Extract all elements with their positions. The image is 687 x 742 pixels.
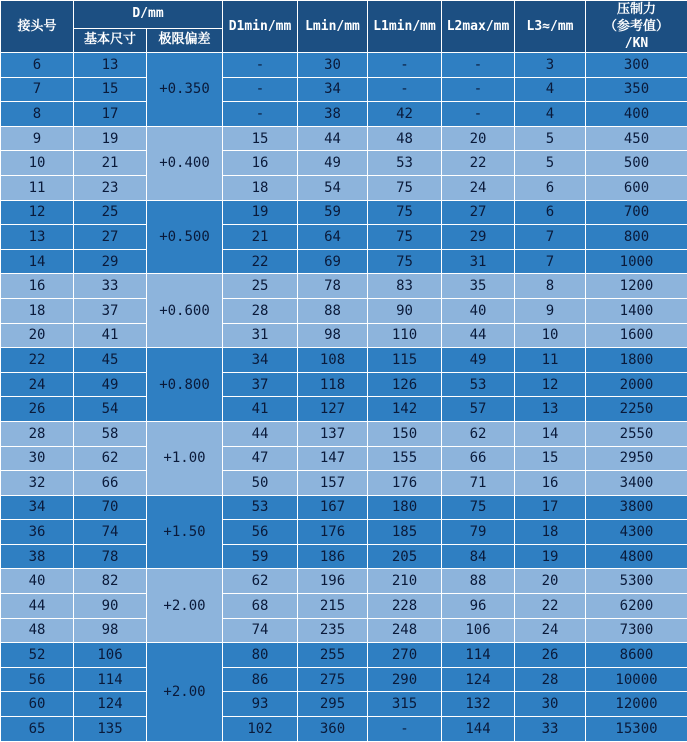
- cell-basic-size: 23: [74, 175, 147, 200]
- cell-l1: 115: [368, 348, 442, 373]
- table-row: [1, 151, 687, 176]
- cell-joint: 60: [1, 692, 74, 717]
- cell-l2: 106: [442, 618, 515, 643]
- cell-l3: 11: [515, 348, 586, 373]
- cell-l2: 96: [442, 594, 515, 619]
- cell-l3: 7: [515, 225, 586, 250]
- cell-basic-size: 29: [74, 249, 147, 274]
- cell-d1: 44: [223, 421, 298, 446]
- cell-l2: -: [442, 53, 515, 78]
- table-row: [1, 372, 687, 397]
- cell-l1: 83: [368, 274, 442, 299]
- cell-force: 10000: [586, 667, 687, 692]
- table-row: [1, 397, 687, 422]
- table-row: [1, 53, 687, 78]
- header-d-group: D/mm: [74, 1, 223, 29]
- cell-l1: 90: [368, 298, 442, 323]
- cell-l: 137: [298, 421, 368, 446]
- table-row: [1, 692, 687, 717]
- cell-l1: 180: [368, 495, 442, 520]
- cell-d1: 31: [223, 323, 298, 348]
- cell-l1: 155: [368, 446, 442, 471]
- table-row: [1, 274, 687, 299]
- cell-l: 64: [298, 225, 368, 250]
- cell-d1: 50: [223, 471, 298, 496]
- cell-basic-size: 135: [74, 717, 147, 742]
- cell-l: 30: [298, 53, 368, 78]
- cell-joint: 38: [1, 544, 74, 569]
- cell-l3: 20: [515, 569, 586, 594]
- cell-basic-size: 124: [74, 692, 147, 717]
- cell-l: 108: [298, 348, 368, 373]
- cell-joint: 22: [1, 348, 74, 373]
- cell-force: 300: [586, 53, 687, 78]
- cell-basic-size: 98: [74, 618, 147, 643]
- cell-d1: 74: [223, 618, 298, 643]
- cell-l2: 40: [442, 298, 515, 323]
- cell-d1: 86: [223, 667, 298, 692]
- cell-l1: 290: [368, 667, 442, 692]
- cell-l2: -: [442, 102, 515, 127]
- cell-d1: 53: [223, 495, 298, 520]
- cell-l2: 75: [442, 495, 515, 520]
- cell-l3: 4: [515, 77, 586, 102]
- cell-force: 1400: [586, 298, 687, 323]
- cell-l2: 144: [442, 717, 515, 742]
- cell-joint: 11: [1, 175, 74, 200]
- table-row: [1, 544, 687, 569]
- cell-force: 7300: [586, 618, 687, 643]
- cell-tolerance: +0.350: [147, 53, 223, 127]
- cell-joint: 28: [1, 421, 74, 446]
- cell-d1: 22: [223, 249, 298, 274]
- cell-d1: 68: [223, 594, 298, 619]
- cell-basic-size: 41: [74, 323, 147, 348]
- cell-joint: 14: [1, 249, 74, 274]
- table-row: [1, 298, 687, 323]
- table-row: [1, 717, 687, 742]
- table-row: [1, 175, 687, 200]
- cell-l1: 228: [368, 594, 442, 619]
- cell-l3: 13: [515, 397, 586, 422]
- cell-l: 78: [298, 274, 368, 299]
- cell-basic-size: 54: [74, 397, 147, 422]
- cell-force: 8600: [586, 643, 687, 668]
- cell-l1: 75: [368, 225, 442, 250]
- cell-joint: 7: [1, 77, 74, 102]
- cell-force: 4300: [586, 520, 687, 545]
- cell-tolerance: +2.00: [147, 569, 223, 643]
- cell-l3: 5: [515, 126, 586, 151]
- cell-l3: 24: [515, 618, 586, 643]
- cell-l3: 6: [515, 175, 586, 200]
- cell-force: 800: [586, 225, 687, 250]
- cell-force: 400: [586, 102, 687, 127]
- cell-basic-size: 78: [74, 544, 147, 569]
- cell-l: 44: [298, 126, 368, 151]
- cell-l3: 10: [515, 323, 586, 348]
- cell-joint: 36: [1, 520, 74, 545]
- table-row: [1, 249, 687, 274]
- cell-l3: 15: [515, 446, 586, 471]
- cell-l1: 75: [368, 249, 442, 274]
- cell-d1: 28: [223, 298, 298, 323]
- cell-d1: -: [223, 102, 298, 127]
- header-force-text: 压制力 （参考值） /KN: [603, 2, 669, 51]
- header-d1: D1min/mm: [223, 1, 298, 53]
- cell-force: 350: [586, 77, 687, 102]
- cell-l1: 270: [368, 643, 442, 668]
- cell-basic-size: 17: [74, 102, 147, 127]
- cell-l1: 110: [368, 323, 442, 348]
- cell-joint: 26: [1, 397, 74, 422]
- header-l2: L2max/mm: [442, 1, 515, 53]
- cell-tolerance: +2.00: [147, 643, 223, 741]
- table-row: [1, 643, 687, 668]
- cell-l2: 88: [442, 569, 515, 594]
- table-body: [1, 53, 687, 742]
- cell-l: 215: [298, 594, 368, 619]
- cell-l2: 27: [442, 200, 515, 225]
- cell-basic-size: 19: [74, 126, 147, 151]
- cell-l3: 22: [515, 594, 586, 619]
- cell-joint: 6: [1, 53, 74, 78]
- cell-l3: 5: [515, 151, 586, 176]
- cell-d1: 59: [223, 544, 298, 569]
- cell-basic-size: 58: [74, 421, 147, 446]
- cell-l2: 49: [442, 348, 515, 373]
- cell-d1: 37: [223, 372, 298, 397]
- cell-joint: 9: [1, 126, 74, 151]
- cell-l: 88: [298, 298, 368, 323]
- cell-basic-size: 90: [74, 594, 147, 619]
- cell-force: 450: [586, 126, 687, 151]
- cell-basic-size: 82: [74, 569, 147, 594]
- cell-l1: -: [368, 717, 442, 742]
- cell-l2: 84: [442, 544, 515, 569]
- table-row: [1, 471, 687, 496]
- cell-d1: 41: [223, 397, 298, 422]
- cell-force: 1200: [586, 274, 687, 299]
- header-l3: L3≈/mm: [515, 1, 586, 53]
- cell-l3: 16: [515, 471, 586, 496]
- cell-basic-size: 37: [74, 298, 147, 323]
- cell-d1: 93: [223, 692, 298, 717]
- cell-l: 98: [298, 323, 368, 348]
- cell-l1: 185: [368, 520, 442, 545]
- cell-basic-size: 62: [74, 446, 147, 471]
- cell-l2: 71: [442, 471, 515, 496]
- cell-force: 3800: [586, 495, 687, 520]
- cell-l2: 22: [442, 151, 515, 176]
- cell-l: 118: [298, 372, 368, 397]
- table-row: [1, 421, 687, 446]
- cell-l: 54: [298, 175, 368, 200]
- cell-d1: 102: [223, 717, 298, 742]
- cell-l2: -: [442, 77, 515, 102]
- cell-joint: 16: [1, 274, 74, 299]
- cell-l1: 150: [368, 421, 442, 446]
- cell-l: 176: [298, 520, 368, 545]
- header-tolerance: 极限偏差: [147, 28, 223, 52]
- cell-force: 5300: [586, 569, 687, 594]
- cell-tolerance: +0.800: [147, 348, 223, 422]
- cell-d1: 18: [223, 175, 298, 200]
- cell-d1: 16: [223, 151, 298, 176]
- cell-l3: 3: [515, 53, 586, 78]
- cell-force: 2000: [586, 372, 687, 397]
- table-row: [1, 495, 687, 520]
- cell-l1: 142: [368, 397, 442, 422]
- cell-l2: 44: [442, 323, 515, 348]
- cell-l: 360: [298, 717, 368, 742]
- cell-l: 196: [298, 569, 368, 594]
- table-row: [1, 126, 687, 151]
- cell-joint: 12: [1, 200, 74, 225]
- cell-force: 2950: [586, 446, 687, 471]
- cell-l2: 114: [442, 643, 515, 668]
- cell-d1: 25: [223, 274, 298, 299]
- cell-basic-size: 27: [74, 225, 147, 250]
- cell-basic-size: 74: [74, 520, 147, 545]
- cell-l1: 210: [368, 569, 442, 594]
- cell-basic-size: 114: [74, 667, 147, 692]
- cell-joint: 65: [1, 717, 74, 742]
- cell-joint: 32: [1, 471, 74, 496]
- cell-l3: 14: [515, 421, 586, 446]
- cell-l3: 7: [515, 249, 586, 274]
- table-row: [1, 569, 687, 594]
- cell-l3: 6: [515, 200, 586, 225]
- cell-l3: 26: [515, 643, 586, 668]
- cell-l2: 35: [442, 274, 515, 299]
- cell-l1: 75: [368, 200, 442, 225]
- cell-l: 127: [298, 397, 368, 422]
- cell-d1: 47: [223, 446, 298, 471]
- header-basic-size: 基本尺寸: [74, 28, 147, 52]
- cell-l1: 126: [368, 372, 442, 397]
- table-row: [1, 323, 687, 348]
- cell-force: 12000: [586, 692, 687, 717]
- cell-force: 6200: [586, 594, 687, 619]
- cell-force: 1600: [586, 323, 687, 348]
- header-force: [586, 1, 687, 53]
- table-row: [1, 348, 687, 373]
- header-l: Lmin/mm: [298, 1, 368, 53]
- cell-l: 34: [298, 77, 368, 102]
- cell-l: 235: [298, 618, 368, 643]
- cell-l: 59: [298, 200, 368, 225]
- cell-l3: 8: [515, 274, 586, 299]
- cell-d1: 19: [223, 200, 298, 225]
- cell-l: 49: [298, 151, 368, 176]
- cell-force: 2550: [586, 421, 687, 446]
- cell-joint: 56: [1, 667, 74, 692]
- cell-force: 700: [586, 200, 687, 225]
- cell-joint: 30: [1, 446, 74, 471]
- cell-l2: 20: [442, 126, 515, 151]
- cell-l3: 12: [515, 372, 586, 397]
- cell-d1: 56: [223, 520, 298, 545]
- cell-l1: 53: [368, 151, 442, 176]
- cell-l: 255: [298, 643, 368, 668]
- cell-l3: 33: [515, 717, 586, 742]
- cell-joint: 34: [1, 495, 74, 520]
- cell-l1: 75: [368, 175, 442, 200]
- cell-basic-size: 106: [74, 643, 147, 668]
- cell-l1: -: [368, 77, 442, 102]
- cell-joint: 48: [1, 618, 74, 643]
- cell-l2: 29: [442, 225, 515, 250]
- table-row: [1, 618, 687, 643]
- cell-l3: 17: [515, 495, 586, 520]
- cell-l2: 79: [442, 520, 515, 545]
- cell-force: 500: [586, 151, 687, 176]
- cell-force: 4800: [586, 544, 687, 569]
- table-row: [1, 200, 687, 225]
- table-row: [1, 225, 687, 250]
- table-row: [1, 520, 687, 545]
- cell-l: 186: [298, 544, 368, 569]
- table-row: [1, 77, 687, 102]
- cell-l2: 31: [442, 249, 515, 274]
- header-row-1: [1, 1, 687, 29]
- cell-l2: 124: [442, 667, 515, 692]
- cell-l: 167: [298, 495, 368, 520]
- cell-l1: 48: [368, 126, 442, 151]
- cell-l1: 205: [368, 544, 442, 569]
- cell-joint: 44: [1, 594, 74, 619]
- cell-l2: 66: [442, 446, 515, 471]
- header-joint: 接头号: [1, 1, 74, 53]
- cell-tolerance: +0.400: [147, 126, 223, 200]
- cell-force: 1800: [586, 348, 687, 373]
- cell-d1: 15: [223, 126, 298, 151]
- cell-d1: 34: [223, 348, 298, 373]
- header-l1: L1min/mm: [368, 1, 442, 53]
- cell-l2: 53: [442, 372, 515, 397]
- cell-l3: 9: [515, 298, 586, 323]
- cell-l1: 248: [368, 618, 442, 643]
- cell-basic-size: 49: [74, 372, 147, 397]
- cell-basic-size: 25: [74, 200, 147, 225]
- table-row: [1, 446, 687, 471]
- cell-l3: 19: [515, 544, 586, 569]
- cell-joint: 40: [1, 569, 74, 594]
- cell-basic-size: 70: [74, 495, 147, 520]
- cell-basic-size: 13: [74, 53, 147, 78]
- cell-l: 157: [298, 471, 368, 496]
- cell-force: 600: [586, 175, 687, 200]
- cell-force: 2250: [586, 397, 687, 422]
- cell-l: 295: [298, 692, 368, 717]
- cell-l3: 30: [515, 692, 586, 717]
- cell-joint: 18: [1, 298, 74, 323]
- cell-d1: -: [223, 77, 298, 102]
- cell-l2: 57: [442, 397, 515, 422]
- cell-l3: 28: [515, 667, 586, 692]
- cell-l2: 62: [442, 421, 515, 446]
- cell-l1: -: [368, 53, 442, 78]
- table-row: [1, 594, 687, 619]
- cell-l2: 24: [442, 175, 515, 200]
- cell-tolerance: +0.600: [147, 274, 223, 348]
- cell-l: 69: [298, 249, 368, 274]
- cell-basic-size: 15: [74, 77, 147, 102]
- cell-tolerance: +1.00: [147, 421, 223, 495]
- cell-l: 38: [298, 102, 368, 127]
- cell-joint: 24: [1, 372, 74, 397]
- cell-l1: 176: [368, 471, 442, 496]
- cell-joint: 13: [1, 225, 74, 250]
- cell-l: 275: [298, 667, 368, 692]
- cell-l1: 315: [368, 692, 442, 717]
- cell-d1: 21: [223, 225, 298, 250]
- cell-d1: -: [223, 53, 298, 78]
- cell-joint: 52: [1, 643, 74, 668]
- cell-basic-size: 66: [74, 471, 147, 496]
- cell-joint: 8: [1, 102, 74, 127]
- cell-force: 3400: [586, 471, 687, 496]
- cell-joint: 10: [1, 151, 74, 176]
- cell-basic-size: 45: [74, 348, 147, 373]
- cell-d1: 62: [223, 569, 298, 594]
- cell-basic-size: 21: [74, 151, 147, 176]
- cell-l: 147: [298, 446, 368, 471]
- table-row: [1, 102, 687, 127]
- cell-l3: 18: [515, 520, 586, 545]
- cell-force: 1000: [586, 249, 687, 274]
- cell-basic-size: 33: [74, 274, 147, 299]
- cell-d1: 80: [223, 643, 298, 668]
- cell-joint: 20: [1, 323, 74, 348]
- cell-l1: 42: [368, 102, 442, 127]
- cell-l2: 132: [442, 692, 515, 717]
- cell-tolerance: +1.50: [147, 495, 223, 569]
- table-row: [1, 667, 687, 692]
- cell-force: 15300: [586, 717, 687, 742]
- cell-l3: 4: [515, 102, 586, 127]
- cell-tolerance: +0.500: [147, 200, 223, 274]
